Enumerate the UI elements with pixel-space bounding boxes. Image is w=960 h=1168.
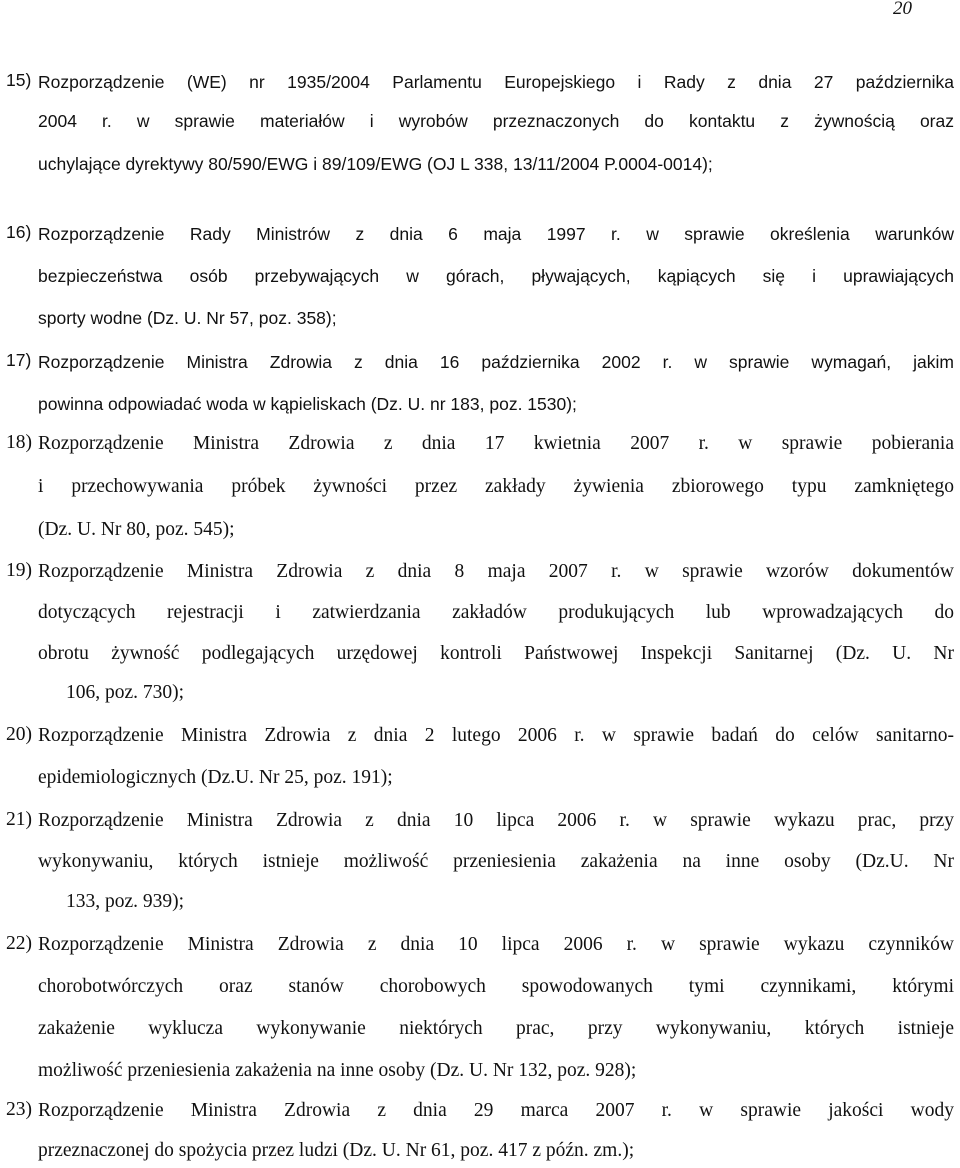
item-text-line: obrotu żywność podlegających urzędowej kontroli Państwowej Inspekcji Sanitarnej (Dz. U. Nr: [38, 643, 954, 664]
item-text-line: chorobotwórczych oraz stanów chorobowych spowodowanych tymi czynnikami, którymi: [38, 976, 954, 997]
item-text-line: Rozporządzenie Ministra Zdrowia z dnia 10 lipca 2006 r. w sprawie wykazu czynników: [38, 934, 954, 955]
item-number: 15): [6, 70, 32, 90]
item-text-line: przeznaczonej do spożycia przez ludzi (Dz. U. Nr 61, poz. 417 z późn. zm.);: [38, 1140, 635, 1161]
item-number: 21): [6, 809, 32, 830]
page-number: 20: [893, 0, 912, 19]
item-text-line: wykonywaniu, których istnieje możliwość przeniesienia zakażenia na inne osoby (Dz.U. Nr: [38, 851, 954, 872]
item-text-line: (Dz. U. Nr 80, poz. 545);: [38, 519, 235, 540]
item-number: 22): [6, 933, 32, 954]
item-text-line: bezpieczeństwa osób przebywających w górach, pływających, kąpiących się i uprawiających: [38, 266, 954, 286]
item-text-line: uchylające dyrektywy 80/590/EWG i 89/109/EWG (OJ L 338, 13/11/2004 P.0004-0014);: [38, 154, 713, 174]
item-text-line: 2004 r. w sprawie materiałów i wyrobów przeznaczonych do kontaktu z żywnością oraz: [38, 111, 954, 131]
item-text-line: 133, poz. 939);: [66, 891, 185, 912]
item-number: 18): [6, 432, 32, 453]
item-text-line: Rozporządzenie Ministra Zdrowia z dnia 17 kwietnia 2007 r. w sprawie pobierania: [38, 433, 954, 454]
item-text-line: Rozporządzenie Ministra Zdrowia z dnia 8 maja 2007 r. w sprawie wzorów dokumentów: [38, 561, 954, 582]
item-text-line: Rozporządzenie (WE) nr 1935/2004 Parlamentu Europejskiego i Rady z dnia 27 października: [38, 72, 954, 92]
item-text-line: i przechowywania próbek żywności przez zakłady żywienia zbiorowego typu zamkniętego: [38, 476, 954, 497]
item-number: 20): [6, 724, 32, 745]
item-number: 16): [6, 222, 32, 242]
item-text-line: Rozporządzenie Ministra Zdrowia z dnia 29 marca 2007 r. w sprawie jakości wody: [38, 1100, 954, 1121]
item-text-line: Rozporządzenie Rady Ministrów z dnia 6 maja 1997 r. w sprawie określenia warunków: [38, 224, 954, 244]
item-text-line: Rozporządzenie Ministra Zdrowia z dnia 2 lutego 2006 r. w sprawie badań do celów sanitarno-: [38, 725, 954, 746]
item-number: 19): [6, 560, 32, 581]
item-text-line: epidemiologicznych (Dz.U. Nr 25, poz. 191);: [38, 767, 393, 788]
item-number: 17): [6, 350, 32, 370]
item-text-line: sporty wodne (Dz. U. Nr 57, poz. 358);: [38, 308, 337, 328]
item-number: 23): [6, 1099, 32, 1120]
item-text-line: Rozporządzenie Ministra Zdrowia z dnia 10 lipca 2006 r. w sprawie wykazu prac, przy: [38, 810, 954, 831]
item-text-line: powinna odpowiadać woda w kąpieliskach (Dz. U. nr 183, poz. 1530);: [38, 394, 577, 414]
item-text-line: dotyczących rejestracji i zatwierdzania zakładów produkujących lub wprowadzających do: [38, 602, 954, 623]
item-text-line: zakażenie wyklucza wykonywanie niektórych prac, przy wykonywaniu, których istnieje: [38, 1018, 954, 1039]
item-text-line: 106, poz. 730);: [66, 682, 185, 703]
item-text-line: Rozporządzenie Ministra Zdrowia z dnia 16 października 2002 r. w sprawie wymagań, jakim: [38, 352, 954, 372]
item-text-line: możliwość przeniesienia zakażenia na inne osoby (Dz. U. Nr 132, poz. 928);: [38, 1060, 637, 1081]
